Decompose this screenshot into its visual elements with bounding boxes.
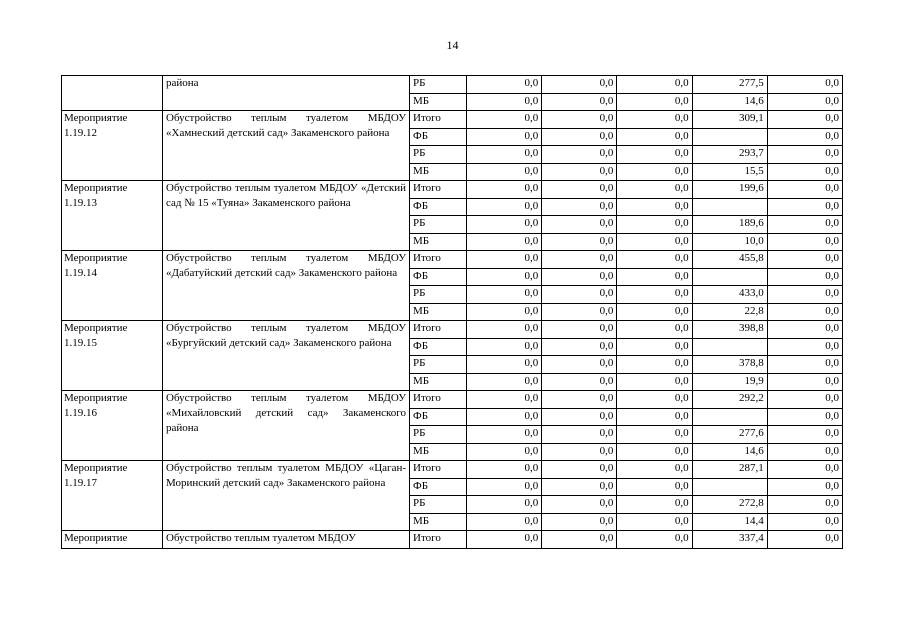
value-cell: 0,0	[542, 338, 617, 356]
value-cell: 0,0	[467, 233, 542, 251]
value-cell: 0,0	[617, 198, 692, 216]
budget-table-body	[62, 76, 843, 549]
value-cell: 0,0	[767, 338, 842, 356]
value-cell: 0,0	[467, 321, 542, 339]
table-row	[62, 391, 843, 409]
page-number: 14	[446, 38, 459, 52]
value-cell: 0,0	[542, 443, 617, 461]
funding-source-cell: РБ	[410, 146, 467, 164]
value-cell: 0,0	[617, 128, 692, 146]
value-cell: 0,0	[617, 513, 692, 531]
value-cell: 0,0	[767, 251, 842, 269]
value-cell: 22,8	[692, 303, 767, 321]
value-cell: 0,0	[617, 443, 692, 461]
value-cell: 0,0	[467, 303, 542, 321]
event-cell: Мероприятие 1.19.16	[62, 391, 163, 461]
funding-source-cell: ФБ	[410, 198, 467, 216]
value-cell: 0,0	[467, 391, 542, 409]
funding-source-cell: Итого	[410, 181, 467, 199]
value-cell: 0,0	[767, 496, 842, 514]
value-cell: 0,0	[467, 426, 542, 444]
value-cell: 0,0	[617, 461, 692, 479]
value-cell: 0,0	[467, 408, 542, 426]
value-cell: 0,0	[617, 391, 692, 409]
value-cell: 0,0	[467, 338, 542, 356]
value-cell: 0,0	[467, 128, 542, 146]
value-cell: 0,0	[542, 391, 617, 409]
value-cell: 0,0	[467, 111, 542, 129]
value-cell: 0,0	[467, 76, 542, 94]
value-cell: 199,6	[692, 181, 767, 199]
event-cell: Мероприятие 1.19.13	[62, 181, 163, 251]
budget-table	[61, 75, 843, 549]
value-cell: 0,0	[617, 181, 692, 199]
value-cell: 0,0	[542, 356, 617, 374]
value-cell: 0,0	[767, 321, 842, 339]
table-row	[62, 531, 843, 549]
value-cell: 0,0	[542, 268, 617, 286]
funding-source-cell: РБ	[410, 76, 467, 94]
value-cell: 0,0	[767, 303, 842, 321]
value-cell	[692, 478, 767, 496]
funding-source-cell: МБ	[410, 443, 467, 461]
funding-source-cell: Итого	[410, 461, 467, 479]
value-cell: 455,8	[692, 251, 767, 269]
description-cell: Обустройство теплым туалетом МБДОУ «Цаган-Моринский детский сад» Закаменского района	[163, 461, 410, 531]
description-cell: Обустройство теплым туалетом МБДОУ «Хамнеский детский сад» Закаменского района	[163, 111, 410, 181]
value-cell	[692, 198, 767, 216]
event-cell: Мероприятие 1.19.12	[62, 111, 163, 181]
value-cell: 0,0	[617, 338, 692, 356]
value-cell: 0,0	[467, 146, 542, 164]
value-cell: 0,0	[467, 496, 542, 514]
table-row	[62, 76, 843, 94]
table-row	[62, 181, 843, 199]
value-cell: 0,0	[767, 286, 842, 304]
value-cell: 10,0	[692, 233, 767, 251]
value-cell: 0,0	[767, 443, 842, 461]
event-cell: Мероприятие 1.19.15	[62, 321, 163, 391]
value-cell: 378,8	[692, 356, 767, 374]
value-cell: 0,0	[767, 198, 842, 216]
value-cell: 0,0	[617, 426, 692, 444]
value-cell: 272,8	[692, 496, 767, 514]
value-cell: 14,4	[692, 513, 767, 531]
event-cell: Мероприятие	[62, 531, 163, 549]
value-cell: 0,0	[767, 408, 842, 426]
value-cell: 277,5	[692, 76, 767, 94]
value-cell: 0,0	[617, 251, 692, 269]
value-cell: 0,0	[767, 391, 842, 409]
value-cell: 0,0	[467, 163, 542, 181]
value-cell: 0,0	[767, 373, 842, 391]
table-row	[62, 321, 843, 339]
description-cell: Обустройство теплым туалетом МБДОУ «Бургуйский детский сад» Закаменского района	[163, 321, 410, 391]
value-cell: 309,1	[692, 111, 767, 129]
value-cell	[692, 128, 767, 146]
value-cell: 0,0	[617, 373, 692, 391]
value-cell: 0,0	[542, 76, 617, 94]
value-cell: 0,0	[467, 356, 542, 374]
value-cell: 0,0	[617, 163, 692, 181]
value-cell: 0,0	[617, 268, 692, 286]
value-cell: 14,6	[692, 443, 767, 461]
value-cell: 0,0	[767, 146, 842, 164]
value-cell: 0,0	[467, 181, 542, 199]
value-cell: 0,0	[617, 146, 692, 164]
funding-source-cell: ФБ	[410, 408, 467, 426]
value-cell: 0,0	[767, 181, 842, 199]
funding-source-cell: ФБ	[410, 128, 467, 146]
value-cell: 0,0	[542, 286, 617, 304]
value-cell: 0,0	[467, 268, 542, 286]
value-cell: 19,9	[692, 373, 767, 391]
funding-source-cell: РБ	[410, 286, 467, 304]
value-cell: 337,4	[692, 531, 767, 549]
value-cell: 0,0	[617, 496, 692, 514]
funding-source-cell: МБ	[410, 233, 467, 251]
value-cell: 0,0	[542, 146, 617, 164]
value-cell: 15,5	[692, 163, 767, 181]
value-cell: 0,0	[767, 531, 842, 549]
value-cell: 0,0	[467, 531, 542, 549]
value-cell: 277,6	[692, 426, 767, 444]
value-cell: 0,0	[542, 426, 617, 444]
value-cell: 0,0	[467, 198, 542, 216]
value-cell: 0,0	[542, 496, 617, 514]
value-cell: 0,0	[542, 181, 617, 199]
funding-source-cell: МБ	[410, 93, 467, 111]
funding-source-cell: Итого	[410, 531, 467, 549]
value-cell: 0,0	[767, 233, 842, 251]
value-cell	[692, 338, 767, 356]
value-cell: 0,0	[767, 426, 842, 444]
value-cell: 0,0	[467, 513, 542, 531]
value-cell: 0,0	[542, 128, 617, 146]
funding-source-cell: Итого	[410, 111, 467, 129]
value-cell: 398,8	[692, 321, 767, 339]
value-cell	[692, 268, 767, 286]
value-cell: 0,0	[617, 93, 692, 111]
value-cell: 0,0	[542, 251, 617, 269]
value-cell: 0,0	[617, 286, 692, 304]
value-cell: 0,0	[617, 356, 692, 374]
description-cell: Обустройство теплым туалетом МБДОУ «Дабатуйский детский сад» Закаменского района	[163, 251, 410, 321]
value-cell: 0,0	[767, 356, 842, 374]
value-cell: 0,0	[467, 443, 542, 461]
description-cell: Обустройство теплым туалетом МБДОУ «Детский сад № 15 «Туяна» Закаменского района	[163, 181, 410, 251]
value-cell: 287,1	[692, 461, 767, 479]
value-cell: 292,2	[692, 391, 767, 409]
value-cell: 0,0	[767, 163, 842, 181]
funding-source-cell: РБ	[410, 216, 467, 234]
description-cell: Обустройство теплым туалетом МБДОУ	[163, 531, 410, 549]
value-cell: 0,0	[542, 321, 617, 339]
value-cell: 0,0	[617, 303, 692, 321]
funding-source-cell: ФБ	[410, 478, 467, 496]
value-cell: 0,0	[542, 531, 617, 549]
event-cell: Мероприятие 1.19.14	[62, 251, 163, 321]
value-cell: 0,0	[467, 251, 542, 269]
value-cell: 0,0	[467, 286, 542, 304]
table-row	[62, 111, 843, 129]
funding-source-cell: Итого	[410, 251, 467, 269]
value-cell: 0,0	[767, 461, 842, 479]
description-cell: района	[163, 76, 410, 111]
event-cell	[62, 76, 163, 111]
value-cell: 0,0	[542, 93, 617, 111]
value-cell: 433,0	[692, 286, 767, 304]
funding-source-cell: РБ	[410, 426, 467, 444]
value-cell: 0,0	[542, 198, 617, 216]
value-cell: 0,0	[542, 461, 617, 479]
value-cell: 0,0	[542, 233, 617, 251]
value-cell: 293,7	[692, 146, 767, 164]
value-cell: 0,0	[542, 478, 617, 496]
funding-source-cell: Итого	[410, 391, 467, 409]
value-cell: 0,0	[467, 461, 542, 479]
value-cell: 0,0	[542, 303, 617, 321]
event-cell: Мероприятие 1.19.17	[62, 461, 163, 531]
value-cell: 0,0	[617, 111, 692, 129]
value-cell: 0,0	[767, 216, 842, 234]
funding-source-cell: МБ	[410, 513, 467, 531]
funding-source-cell: МБ	[410, 163, 467, 181]
value-cell: 0,0	[767, 513, 842, 531]
value-cell: 0,0	[767, 268, 842, 286]
value-cell: 0,0	[767, 76, 842, 94]
value-cell: 0,0	[467, 216, 542, 234]
value-cell: 0,0	[767, 478, 842, 496]
value-cell: 0,0	[467, 93, 542, 111]
value-cell: 0,0	[542, 163, 617, 181]
value-cell: 0,0	[617, 76, 692, 94]
value-cell: 0,0	[542, 216, 617, 234]
value-cell: 0,0	[617, 216, 692, 234]
value-cell: 0,0	[542, 513, 617, 531]
table-row	[62, 251, 843, 269]
value-cell: 0,0	[467, 373, 542, 391]
value-cell: 0,0	[617, 321, 692, 339]
funding-source-cell: Итого	[410, 321, 467, 339]
description-cell: Обустройство теплым туалетом МБДОУ «Михайловский детский сад» Закаменского района	[163, 391, 410, 461]
value-cell	[692, 408, 767, 426]
value-cell: 0,0	[542, 111, 617, 129]
value-cell: 0,0	[617, 233, 692, 251]
value-cell: 189,6	[692, 216, 767, 234]
value-cell: 14,6	[692, 93, 767, 111]
value-cell: 0,0	[542, 408, 617, 426]
table-row	[62, 461, 843, 479]
funding-source-cell: РБ	[410, 496, 467, 514]
value-cell: 0,0	[767, 111, 842, 129]
value-cell: 0,0	[617, 531, 692, 549]
funding-source-cell: МБ	[410, 373, 467, 391]
funding-source-cell: РБ	[410, 356, 467, 374]
value-cell: 0,0	[767, 93, 842, 111]
value-cell: 0,0	[617, 478, 692, 496]
funding-source-cell: ФБ	[410, 338, 467, 356]
value-cell: 0,0	[617, 408, 692, 426]
funding-source-cell: ФБ	[410, 268, 467, 286]
value-cell: 0,0	[542, 373, 617, 391]
value-cell: 0,0	[767, 128, 842, 146]
funding-source-cell: МБ	[410, 303, 467, 321]
value-cell: 0,0	[467, 478, 542, 496]
